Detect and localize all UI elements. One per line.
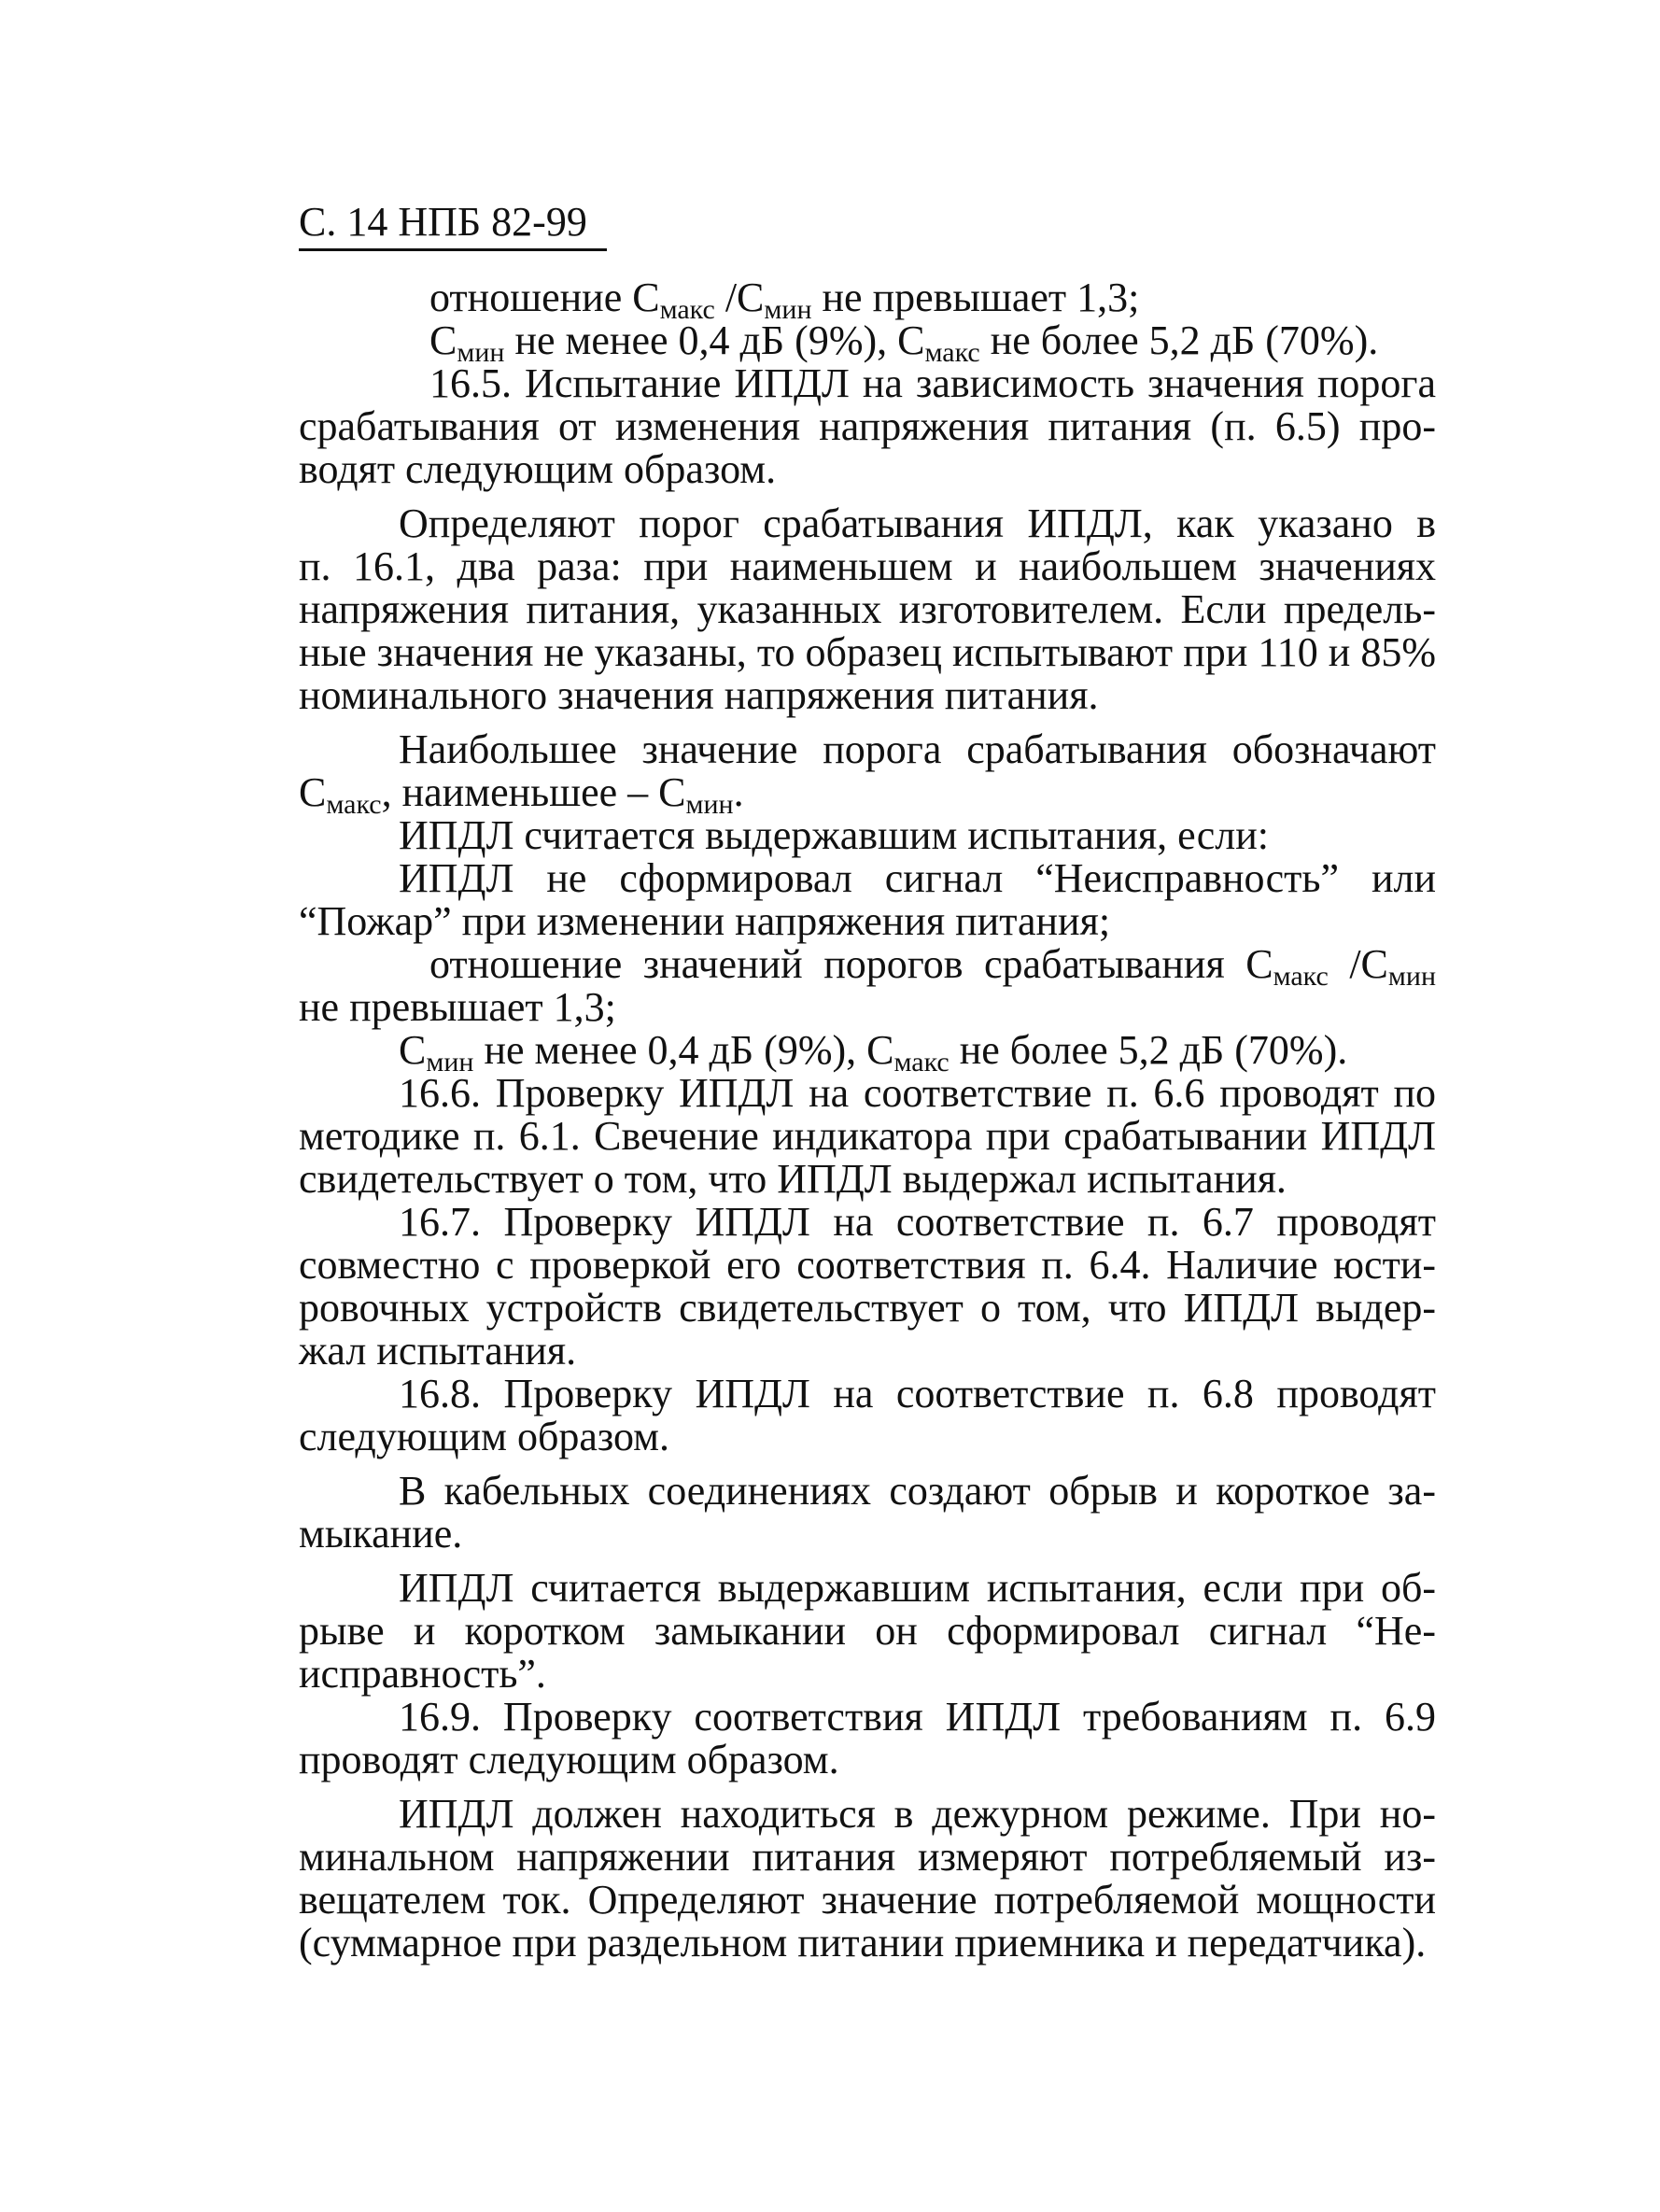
text-line: ИПДЛ должен находиться в дежурном режиме. При но- <box>399 1791 1436 1837</box>
paragraph-break-pass-criteria <box>299 1567 1436 1696</box>
text-line: свидетельствует о том, что ИПДЛ выдержал испытания. <box>299 1156 1287 1202</box>
paragraph-determine-threshold <box>299 502 1436 717</box>
text-line: исправность”. <box>299 1651 546 1697</box>
paragraph-16-5 <box>299 362 1436 491</box>
text-line: ИПДЛ не сформировал сигнал “Неисправность” или <box>399 855 1436 901</box>
text-line: ИПДЛ считается выдержавшим испытания, если при об- <box>399 1565 1436 1611</box>
text-line: отношение значений порогов срабатывания $С_{макс}$ $/С_{мин}$ <box>429 941 1437 992</box>
text-line: следующим образом. <box>299 1414 670 1459</box>
text-line: срабатывания от изменения напряжения питания (п. 6.5) про- <box>299 403 1436 449</box>
paragraph-threshold-range <box>299 317 1436 368</box>
subscript: мин <box>685 789 734 820</box>
text-line: $С_{мин}$ не менее 0,4 дБ (9%), $С_{макс}$ не более 5,2 дБ (70%). <box>429 317 1379 368</box>
text-line: рыве и коротком замыкании он сформировал сигнал “Не- <box>299 1608 1436 1654</box>
subscript: мин <box>1387 961 1437 992</box>
text-line: минальном напряжении питания измеряют потребляемый из- <box>299 1834 1436 1880</box>
subscript: макс <box>659 294 715 325</box>
text-line: вещателем ток. Определяют значение потребляемой мощности <box>299 1877 1436 1923</box>
paragraph-16-6 <box>299 1072 1436 1201</box>
paragraph-16-7 <box>299 1201 1436 1373</box>
text-line: мыкание. <box>299 1511 463 1557</box>
text-line: $С_{макс}$, наименьшее – $С_{мин}$. <box>299 769 744 820</box>
paragraph-16-8 <box>299 1373 1436 1458</box>
paragraph-ratio-limit <box>299 275 1436 325</box>
running-header: С. 14 НПБ 82-99 <box>299 199 587 245</box>
text-line: отношение $С_{макс}$ $/С_{мин}$ не превышает 1,3; <box>429 275 1140 325</box>
text-line: не превышает 1,3; <box>299 984 616 1030</box>
text-line: ные значения не указаны, то образец испытывают при 110 и 85% <box>299 629 1436 675</box>
paragraph-cable-break <box>299 1470 1436 1556</box>
text-line: “Пожар” при изменении напряжения питания; <box>299 898 1111 944</box>
text-line: 16.6. Проверку ИПДЛ на соответствие п. 6.6 проводят по <box>399 1070 1436 1116</box>
paragraph-no-fault-signal <box>299 857 1436 943</box>
paragraph-pass-criteria-intro <box>299 814 1436 857</box>
text-line: Наибольшее значение порога срабатывания обозначают <box>399 726 1436 772</box>
text-line: напряжения питания, указанных изготовителем. Если предель- <box>299 586 1436 632</box>
text-line: методике п. 6.1. Свечение индикатора при срабатывании ИПДЛ <box>299 1113 1436 1159</box>
text-line: водят следующим образом. <box>299 446 777 492</box>
text-line: 16.7. Проверку ИПДЛ на соответствие п. 6.7 проводят <box>399 1199 1436 1245</box>
paragraph-threshold-ratio <box>299 943 1436 1029</box>
text-line: (суммарное при раздельном питании приемника и передатчика). <box>299 1920 1427 1965</box>
text-line: ИПДЛ считается выдержавшим испытания, если: <box>399 812 1270 858</box>
subscript: макс <box>893 1047 950 1078</box>
text-line: номинального значения напряжения питания. <box>299 672 1099 718</box>
text-line: жал испытания. <box>299 1328 577 1374</box>
subscript: макс <box>326 789 382 820</box>
text-line: $С_{мин}$ не менее 0,4 дБ (9%), $С_{макс}$ не более 5,2 дБ (70%). <box>399 1027 1348 1078</box>
paragraph-threshold-range-2 <box>299 1027 1436 1078</box>
text-line: В кабельных соединениях создают обрыв и короткое за- <box>399 1468 1436 1514</box>
subscript: мин <box>457 337 505 368</box>
body-text <box>299 276 1436 1965</box>
text-line: 16.5. Испытание ИПДЛ на зависимость значения порога <box>429 360 1436 406</box>
subscript: мин <box>764 294 812 325</box>
text-line: Определяют порог срабатывания ИПДЛ, как указано в <box>399 500 1436 546</box>
subscript: макс <box>1273 961 1329 992</box>
paragraph-standby-power <box>299 1793 1436 1965</box>
paragraph-designations <box>299 726 1436 820</box>
text-line: ровочных устройств свидетельствует о том, что ИПДЛ выдер- <box>299 1285 1436 1331</box>
header-underline <box>299 248 607 251</box>
text-line: 16.9. Проверку соответствия ИПДЛ требованиям п. 6.9 <box>399 1694 1436 1740</box>
text-line: п. 16.1, два раза: при наименьшем и наибольшем значениях <box>299 543 1436 589</box>
subscript: макс <box>924 337 980 368</box>
paragraph-16-9 <box>299 1696 1436 1782</box>
subscript: мин <box>426 1047 474 1078</box>
text-line: проводят следующим образом. <box>299 1737 839 1782</box>
text-line: совместно с проверкой его соответствия п. 6.4. Наличие юсти- <box>299 1242 1436 1288</box>
text-line: 16.8. Проверку ИПДЛ на соответствие п. 6.8 проводят <box>399 1371 1436 1416</box>
